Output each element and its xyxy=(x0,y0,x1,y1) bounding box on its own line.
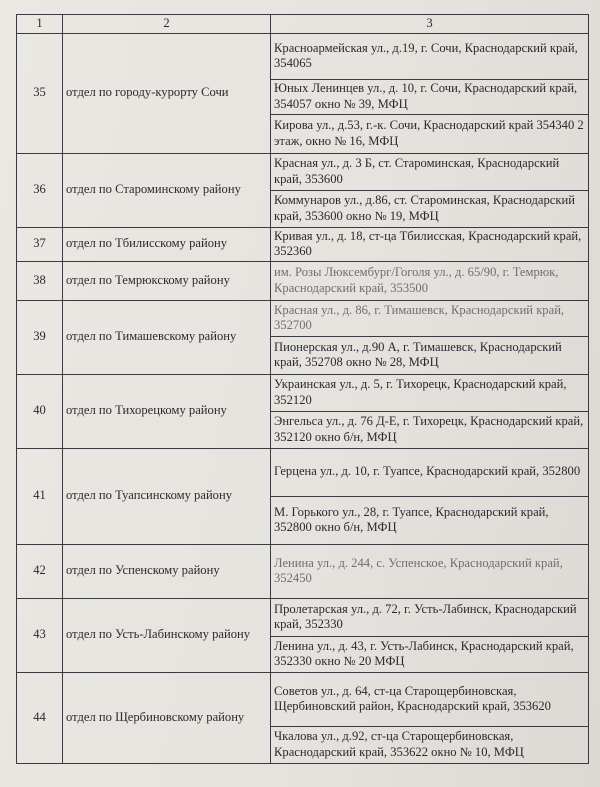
column-number-2: 2 xyxy=(63,15,271,34)
department-name: отдел по Щербиновскому району xyxy=(63,672,271,763)
table-row xyxy=(17,672,589,726)
row-number: 39 xyxy=(17,300,63,374)
address-cell: М. Горького ул., 28, г. Туапсе, Краснодарский край, 352800 окно б/н, МФЦ xyxy=(271,496,589,544)
address-cell: Советов ул., д. 64, ст-ца Старощербиновская, Щербиновский район, Краснодарский край, 353620 xyxy=(271,672,589,726)
table-row xyxy=(17,33,589,79)
address-cell: Ленина ул., д. 244, с. Успенское, Краснодарский край, 352450 xyxy=(271,544,589,598)
row-number: 43 xyxy=(17,598,63,672)
department-name: отдел по Тбилисскому району xyxy=(63,227,271,261)
row-number: 40 xyxy=(17,374,63,448)
table-row xyxy=(17,374,589,411)
department-name: отдел по Тихорецкому району xyxy=(63,374,271,448)
row-number: 35 xyxy=(17,33,63,153)
row-number: 41 xyxy=(17,448,63,544)
address-cell: Красная ул., д. 3 Б, ст. Староминская, Краснодарский край, 353600 xyxy=(271,153,589,190)
address-cell: Пролетарская ул., д. 72, г. Усть-Лабинск, Краснодарский край, 352330 xyxy=(271,598,589,636)
row-number: 36 xyxy=(17,153,63,227)
address-cell: Чкалова ул., д.92, ст-ца Старощербиновская, Краснодарский край, 353622 окно № 10, МФЦ xyxy=(271,726,589,763)
column-number-row xyxy=(17,15,589,34)
column-number-1: 1 xyxy=(17,15,63,34)
address-cell: Юных Ленинцев ул., д. 10, г. Сочи, Краснодарский край, 354057 окно № 39, МФЦ xyxy=(271,79,589,114)
department-name: отдел по Успенскому району xyxy=(63,544,271,598)
row-number: 37 xyxy=(17,227,63,261)
table-row xyxy=(17,227,589,261)
row-number: 42 xyxy=(17,544,63,598)
row-number: 38 xyxy=(17,261,63,300)
department-name: отдел по городу-курорту Сочи xyxy=(63,33,271,153)
address-cell: Ленина ул., д. 43, г. Усть-Лабинск, Краснодарский край, 352330 окно № 20 МФЦ xyxy=(271,636,589,672)
address-cell: Красноармейская ул., д.19, г. Сочи, Краснодарский край, 354065 xyxy=(271,33,589,79)
address-cell: Пионерская ул., д.90 А, г. Тимашевск, Краснодарский край, 352708 окно № 28, МФЦ xyxy=(271,336,589,374)
table-row xyxy=(17,448,589,496)
address-cell: им. Розы Люксембург/Гоголя ул., д. 65/90, г. Темрюк, Краснодарский край, 353500 xyxy=(271,261,589,300)
table-row xyxy=(17,544,589,598)
address-cell: Кирова ул., д.53, г.-к. Сочи, Краснодарский край 354340 2 этаж, окно № 16, МФЦ xyxy=(271,114,589,153)
address-cell: Коммунаров ул., д.86, ст. Староминская, Краснодарский край, 353600 окно № 19, МФЦ xyxy=(271,190,589,227)
department-name: отдел по Темрюкскому району xyxy=(63,261,271,300)
department-name: отдел по Усть-Лабинскому району xyxy=(63,598,271,672)
office-registry-table xyxy=(16,14,589,764)
department-name: отдел по Староминскому району xyxy=(63,153,271,227)
address-cell: Энгельса ул., д. 76 Д-Е, г. Тихорецк, Краснодарский край, 352120 окно б/н, МФЦ xyxy=(271,411,589,448)
table-row xyxy=(17,300,589,336)
address-cell: Герцена ул., д. 10, г. Туапсе, Краснодарский край, 352800 xyxy=(271,448,589,496)
address-cell: Красная ул., д. 86, г. Тимашевск, Краснодарский край, 352700 xyxy=(271,300,589,336)
address-cell: Украинская ул., д. 5, г. Тихорецк, Краснодарский край, 352120 xyxy=(271,374,589,411)
table-row xyxy=(17,261,589,300)
column-number-3: 3 xyxy=(271,15,589,34)
department-name: отдел по Туапсинскому району xyxy=(63,448,271,544)
table-row xyxy=(17,153,589,190)
address-cell: Кривая ул., д. 18, ст-ца Тбилисская, Краснодарский край, 352360 xyxy=(271,227,589,261)
row-number: 44 xyxy=(17,672,63,763)
department-name: отдел по Тимашевскому району xyxy=(63,300,271,374)
table-row xyxy=(17,598,589,636)
